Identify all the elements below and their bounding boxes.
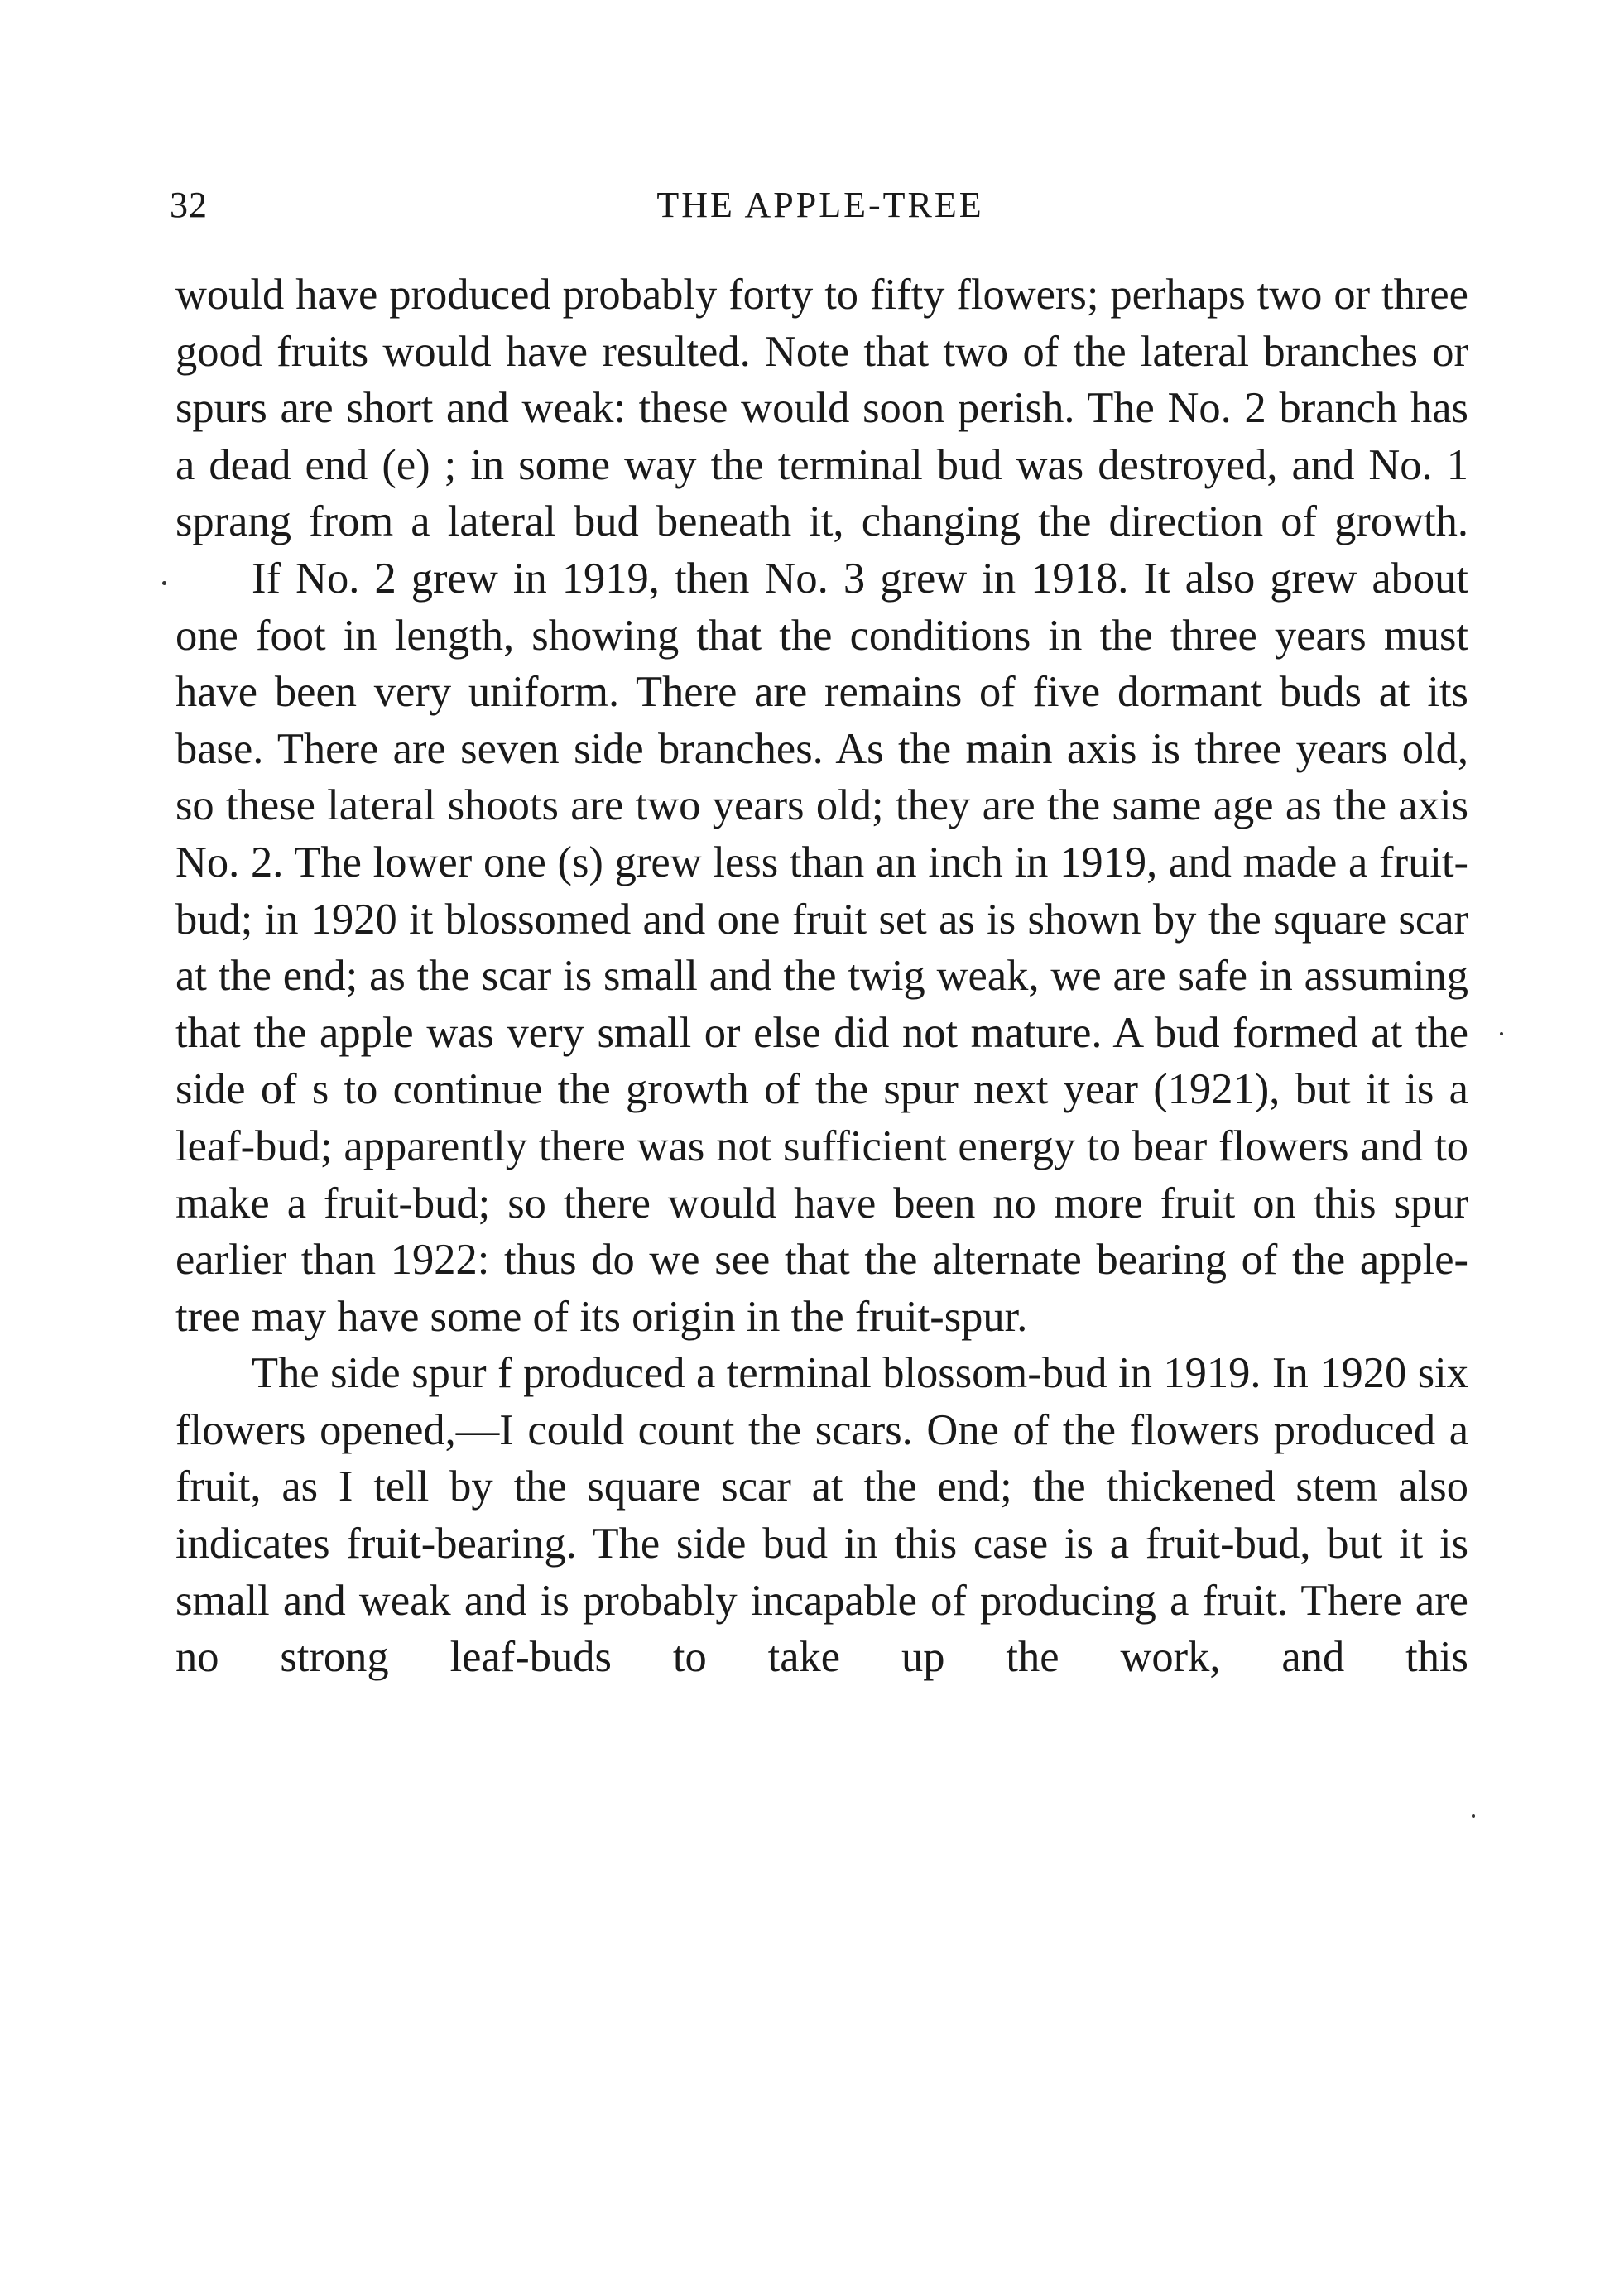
paragraph: If No. 2 grew in 1919, then No. 3 grew in 1918. It also grew about one foot in length, showing that the conditions in the three years must have been very uniform. There are remains of five dormant buds at its base. There are seven side branches. As the main axis is three years old, so these lateral shoots are two years old; they are the same age as the axis No. 2. The lower one (s) grew less than an inch in 1919, and made a fruit-bud; in 1920 it blossomed and one fruit set as is shown by the square scar at the end; as the scar is small and the twig weak, we are safe in assuming that the apple was very small or else did not mature. A bud formed at the side of s to continue the growth of the spur next year (1921), but it is a leaf-bud; apparently there was not sufficient energy to bear flowers and to make a fruit-bud; so there would have been no more fruit on this spur earlier than 1922: thus do we see that the alternate bearing of the apple-tree may have some of its origin in the fruit-spur. bbox=[175, 554, 1468, 1341]
running-head bbox=[0, 184, 1624, 233]
page-header-title: THE APPLE-TREE bbox=[656, 185, 984, 225]
print-speck bbox=[162, 581, 166, 585]
page-number: 32 bbox=[170, 185, 208, 225]
print-speck bbox=[1472, 1814, 1475, 1818]
paragraph-continued: would have produced probably forty to fifty flowers; perhaps two or three good fruits would have resulted. Note that two of the lateral branches or spurs are short and weak: these would soon perish. The No. 2 branch has a dead end (e) ; in some way the terminal bud was destroyed, and No. 1 sprang from a lateral bud beneath it, changing the direction of growth. bbox=[175, 271, 1468, 546]
body-text bbox=[175, 267, 1468, 1686]
paragraph: The side spur f produced a terminal blossom-bud in 1919. In 1920 six flowers opened,—I could count the scars. One of the flowers produced a fruit, as I tell by the square scar at the end; the thickened stem also indicates fruit-bearing. The side bud in this case is a fruit-bud, but it is small and weak and is probably incapable of producing a fruit. There are no strong leaf-buds to take up the work, and this bbox=[175, 1349, 1468, 1682]
print-speck bbox=[1500, 1032, 1503, 1035]
